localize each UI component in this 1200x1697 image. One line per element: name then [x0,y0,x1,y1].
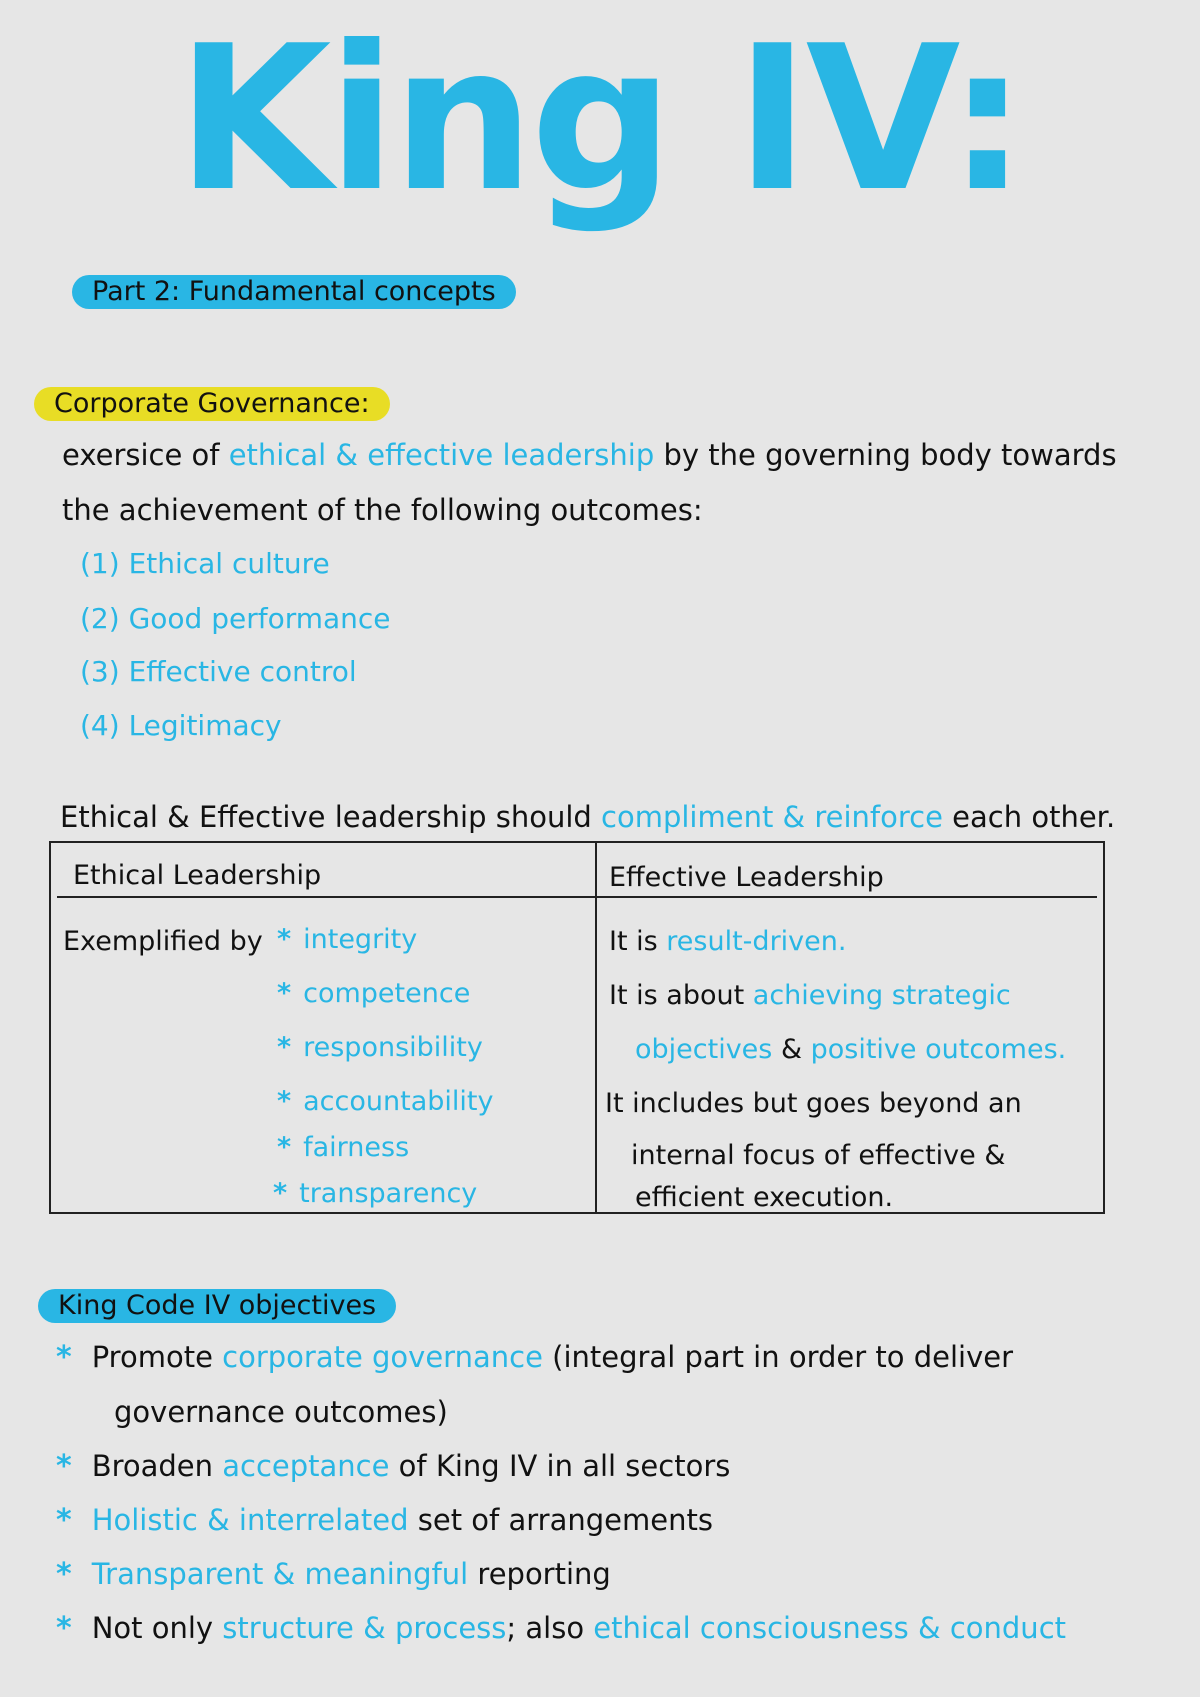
objective-highlight: corporate governance [222,1340,543,1374]
objective-highlight: acceptance [222,1449,390,1483]
page-title: King IV: [176,3,1024,236]
objective-highlight: ethical consciousness & conduct [593,1611,1067,1645]
definition-text: exersice of [62,438,229,472]
objective-text: Broaden [91,1449,223,1483]
effective-text: & [772,1034,811,1065]
value-item-responsibility [277,1031,483,1065]
value-label: accountability [303,1086,494,1117]
asterisk-icon: * [273,1178,288,1209]
outcome-item-4: (4) Legitimacy [80,709,282,742]
objective-text: Promote [91,1340,223,1374]
effective-highlight: result-driven. [666,926,847,957]
objective-item-2 [56,1446,730,1487]
objective-text: set of arrangements [408,1503,713,1537]
asterisk-icon: * [277,978,292,1009]
effective-row-1 [609,925,846,959]
objective-text: Not only [91,1611,223,1645]
value-item-integrity [277,923,417,957]
objective-highlight: structure & process [222,1611,507,1645]
asterisk-icon: * [277,1086,292,1117]
objective-item-1-cont: governance outcomes) [114,1395,448,1429]
value-label: competence [303,978,471,1009]
objective-text: of King IV in all sectors [389,1449,731,1483]
effective-highlight: positive outcomes. [810,1034,1067,1065]
definition-line-1 [62,435,1117,475]
effective-row-5: internal focus of effective & [631,1140,1006,1171]
definition-text: by the governing body towards [654,438,1117,472]
outcome-item-3: (3) Effective control [80,655,357,688]
asterisk-icon: * [56,1340,72,1375]
objective-text: reporting [468,1557,611,1591]
value-item-competence [277,977,470,1011]
value-label: integrity [303,924,418,955]
objective-highlight: Holistic & interrelated [91,1503,409,1537]
objective-item-1 [56,1337,1013,1378]
value-item-transparency [273,1177,477,1211]
leadership-statement [60,797,1115,837]
table-divider [595,843,597,1212]
asterisk-icon: * [56,1557,72,1592]
value-label: responsibility [303,1032,483,1063]
effective-highlight: objectives [635,1034,773,1065]
effective-row-2 [609,979,1011,1013]
outcome-item-1: (1) Ethical culture [80,547,330,580]
value-item-accountability [277,1085,493,1119]
corporate-governance-heading: Corporate Governance: [34,387,390,421]
statement-highlight: compliment & reinforce [601,800,943,834]
objective-text: ; also [506,1611,594,1645]
asterisk-icon: * [277,1132,292,1163]
asterisk-icon: * [277,924,292,955]
asterisk-icon: * [277,1032,292,1063]
effective-highlight: achieving strategic [752,980,1011,1011]
asterisk-icon: * [56,1611,72,1646]
objective-text: (integral part in order to deliver [542,1340,1013,1374]
statement-text: Ethical & Effective leadership should [60,800,602,834]
objective-item-5 [56,1608,1066,1649]
asterisk-icon: * [56,1503,72,1538]
objective-item-4 [56,1554,611,1595]
statement-text: each other. [942,800,1116,834]
objectives-heading: King Code IV objectives [38,1289,396,1323]
asterisk-icon: * [56,1449,72,1484]
part-label: Part 2: Fundamental concepts [72,275,516,309]
value-label: fairness [303,1132,410,1163]
definition-line-2: the achievement of the following outcomes: [62,493,703,527]
objective-highlight: Transparent & meaningful [91,1557,469,1591]
leadership-table [49,841,1105,1214]
definition-highlight: ethical & effective leadership [228,438,655,472]
effective-row-3 [635,1033,1066,1067]
left-header-rule [57,896,595,898]
ethical-leadership-header: Ethical Leadership [73,860,322,891]
effective-row-4: It includes but goes beyond an [605,1088,1022,1119]
value-item-fairness [277,1131,409,1165]
effective-row-6: efficient execution. [635,1182,894,1213]
objective-item-3 [56,1500,713,1541]
effective-leadership-header: Effective Leadership [609,862,884,893]
exemplified-label: Exemplified by [63,926,263,957]
effective-text: It is about [609,980,753,1011]
right-header-rule [597,896,1097,898]
value-label: transparency [299,1178,478,1209]
outcome-item-2: (2) Good performance [80,602,391,635]
effective-text: It is [609,926,667,957]
